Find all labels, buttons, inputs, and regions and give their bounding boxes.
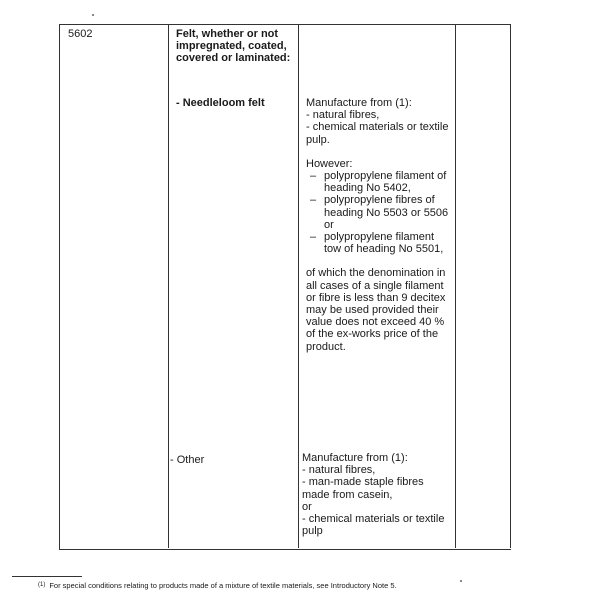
rule-intro: Manufacture from (1): bbox=[302, 452, 408, 464]
scan-speck bbox=[460, 580, 462, 582]
rule-item: - natural fibres, bbox=[306, 109, 380, 122]
however-item: – polypropylene fibres of heading No 5503 or 5506 or bbox=[310, 194, 449, 231]
rule-intro: Manufacture from (1): bbox=[306, 97, 412, 109]
column-divider bbox=[298, 24, 299, 548]
heading-number: 5602 bbox=[68, 28, 93, 40]
needleloom-felt-label: - Needleloom felt bbox=[176, 97, 265, 109]
rule-item: - natural fibres, bbox=[302, 464, 376, 477]
footnote-divider bbox=[12, 576, 82, 577]
footnote-text: For special conditions relating to products made of a mixture of textile materials, see Introductory Note 5. bbox=[49, 581, 397, 590]
however-label: However: bbox=[306, 157, 353, 170]
column-divider bbox=[510, 24, 511, 548]
column-divider bbox=[455, 24, 456, 548]
however-item: – polypropylene filament tow of heading No 5501, bbox=[310, 231, 444, 256]
other-label: - Other bbox=[170, 454, 205, 466]
footnote-mark: (1) bbox=[38, 582, 46, 588]
other-rule bbox=[302, 452, 452, 537]
footnote bbox=[38, 581, 397, 590]
scan-speck bbox=[92, 14, 94, 16]
column-divider bbox=[168, 24, 169, 548]
however-item: – polypropylene filament of heading No 5402, bbox=[310, 170, 447, 195]
rule-item: or bbox=[302, 500, 312, 513]
product-description: Felt, whether or not impregnated, coated, covered or laminated: bbox=[176, 28, 291, 65]
rule-item: - chemical materials or textile pulp. bbox=[306, 121, 449, 146]
rule-closing: of which the denomination in all cases of a single filament or fibre is less than 9 decitex may be used provided their value does not exceed 40 % of the ex-works price of the product. bbox=[306, 267, 446, 353]
needleloom-rule bbox=[306, 97, 452, 353]
rule-item: - chemical materials or textile pulp bbox=[302, 513, 445, 538]
rule-item: - man-made staple fibres made from casein, bbox=[302, 476, 424, 501]
